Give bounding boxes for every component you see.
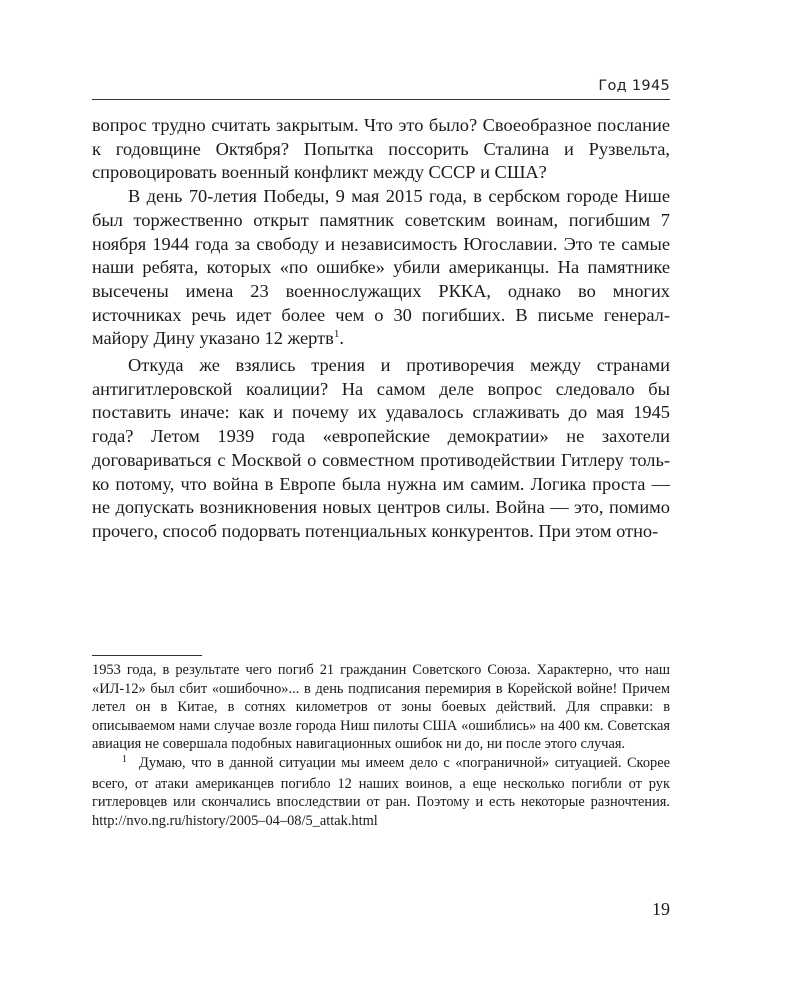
running-head: Год 1945 <box>598 78 670 94</box>
footnote-continued: 1953 года, в результате чего погиб 21 гражданин Советского Союза. Характерно, что наш «ИЛ-12» был сбит «ошибочно»... в день подписания перемирия в Корейской войне! Причем летел он в Китае, в сотнях километров от зоны боевых действий. Для справки: в описываемом нами случае возле города Ниш пилоты США «ошиблись» на 400 км. Советская авиация не совершала подобных навигационных ошибок ни до, ни после этого случая. <box>92 662 670 753</box>
footnote-separator <box>92 655 202 656</box>
paragraph-2-end: . <box>339 328 344 349</box>
main-text <box>92 114 670 544</box>
paragraph-3: Откуда же взялись трения и противоречия между странами антигитлеровской коалиции? На самом деле вопрос следовало бы поставить иначе: как и почему их удавалось сглаживать до мая 1945 года? Летом 1939 года «европейские демократии» не захотели договариваться с Москвой о совместном противодействии Гитлеру только потому, что война в Европе была нужна им самим. Логика проста — не допускать возникновения новых центров силы. Война — это, помимо прочего, способ подорвать потенциальных конкурентов. При этом отно- <box>92 355 670 541</box>
footnote-1-text: Думаю, что в данной ситуации мы имеем дело с «пограничной» ситуацией. Скорее всего, от атаки американцев погибло 12 наших воинов, а еще несколько погибли от рук гитлеровцев или скончались впоследствии от ран. Поэтому и есть некоторые разночтения. http://nvo.ng.ru/history/2005–04–08/5_attak.html <box>92 754 670 829</box>
footnote-marker: 1 <box>122 753 127 765</box>
header-rule <box>92 99 670 100</box>
paragraph-2-text: В день 70-летия Победы, 9 мая 2015 года, в сербском городе Нише был торжественно открыт памятник советским воинам, погибшим 7 ноября 1944 года за свободу и независимость Югославии. Это те самые наши ребята, которых «по ошибке» убили американцы. На памятнике высечены имена 23 военнослужащих РККА, однако во многих источниках речь идет более чем о 30 погибших. В письме генерал-майору Дину указано 12 жертв <box>92 186 670 349</box>
paragraph-2 <box>92 185 670 354</box>
book-page <box>92 72 670 932</box>
paragraph-1: вопрос трудно считать закрытым. Что это было? Своеобразное послание к годовщине Октября? Попытка поссорить Сталина и Рузвельта, спровоцировать военный конфликт между СССР и США? <box>92 115 670 183</box>
footnote-reference[interactable]: 1 <box>333 328 340 341</box>
page-number: 19 <box>652 899 670 919</box>
footnotes <box>92 661 670 830</box>
footnote-1 <box>92 754 670 830</box>
